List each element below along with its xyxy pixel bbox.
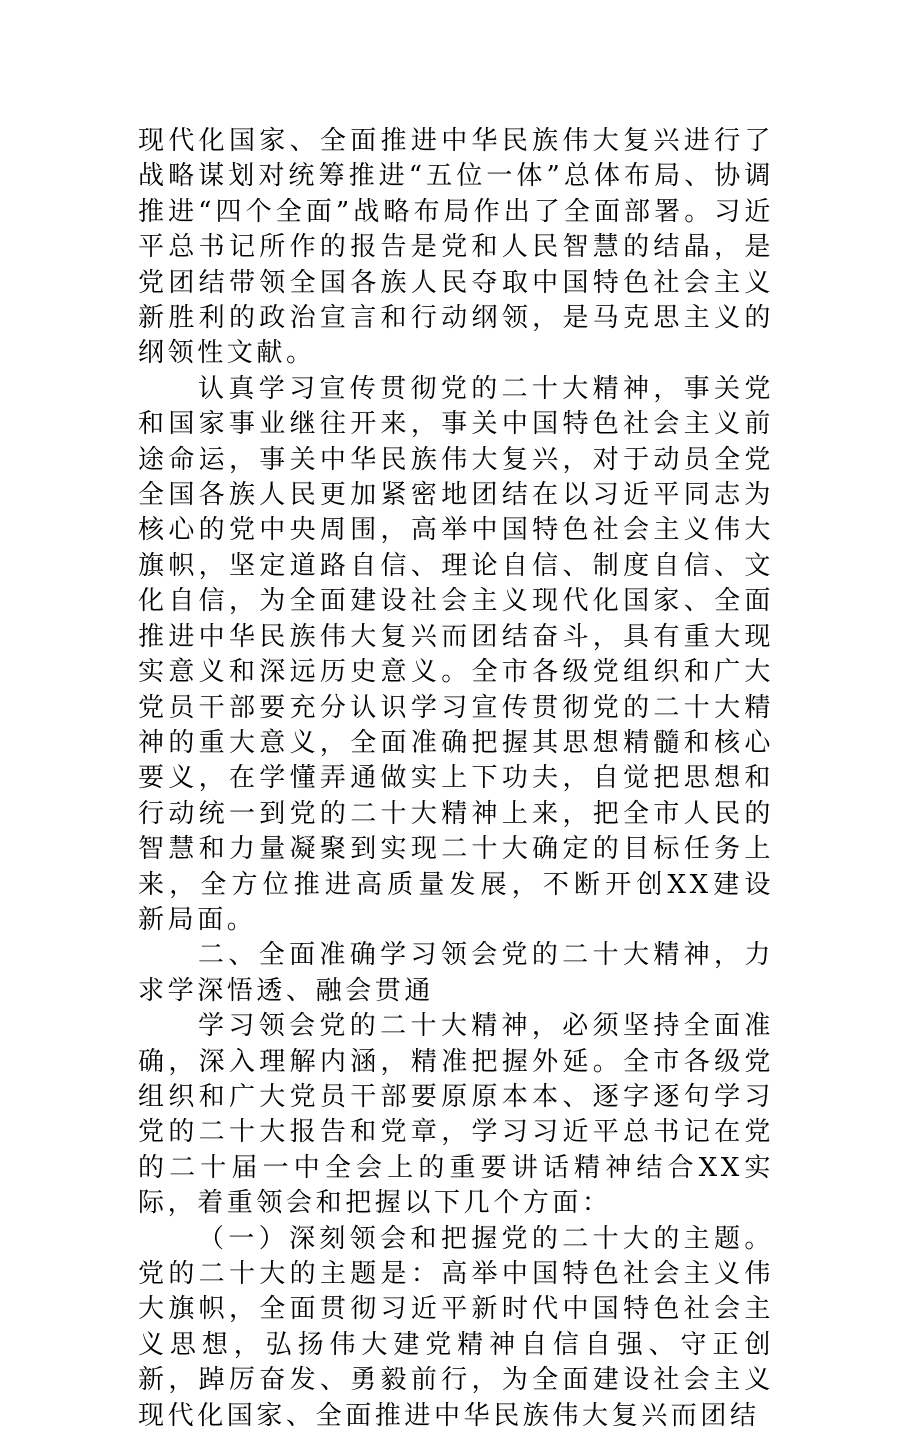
paragraph-4: （一）深刻领会和把握党的二十大的主题。党的二十大的主题是：高举中国特色社会主义伟大旗帜，全面贯彻习近平新时代中国特色社会主义思想，弘扬伟大建党精神自信自强、守正创新，踔厉奋发、勇毅前行，为全面建设社会主义现代化国家、全面推进中华民族伟大复兴而团结 [138,1223,774,1431]
section-heading-2: 二、全面准确学习领会党的二十大精神，力求学深悟透、融会贯通 [138,940,774,1006]
paragraph-2: 认真学习宣传贯彻党的二十大精神，事关党和国家事业继往开来，事关中国特色社会主义前途命运，事关中华民族伟大复兴，对于动员全党全国各族人民更加紧密地团结在以习近平同志为核心的党中央周围，高举中国特色社会主义伟大旗帜，坚定道路自信、理论自信、制度自信、文化自信，为全面建设社会主义现代化国家、全面推进中华民族伟大复兴而团结奋斗，具有重大现实意义和深远历史意义。全市各级党组织和广大党员干部要充分认识学习宣传贯彻党的二十大精神的重大意义，全面准确把握其思想精髓和核心要义，在学懂弄通做实上下功夫，自觉把思想和行动统一到党的二十大精神上来，把全市人民的智慧和力量凝聚到实现二十大确定的目标任务上来，全方位推进高质量发展，不断开创XX建设新局面。 [138,373,774,935]
document-body [138,124,774,1434]
paragraph-3: 学习领会党的二十大精神，必须坚持全面准确，深入理解内涵，精准把握外延。全市各级党组织和广大党员干部要原原本本、逐字逐句学习党的二十大报告和党章，学习习近平总书记在党的二十届一中全会上的重要讲话精神结合XX实际，着重领会和把握以下几个方面： [138,1011,774,1219]
paragraph-1: 现代化国家、全面推进中华民族伟大复兴进行了战略谋划对统筹推进“五位一体”总体布局、协调推进“四个全面”战略布局作出了全面部署。习近平总书记所作的报告是党和人民智慧的结晶，是党团结带领全国各族人民夺取中国特色社会主义新胜利的政治宣言和行动纲领，是马克思主义的纲领性文献。 [138,126,774,369]
